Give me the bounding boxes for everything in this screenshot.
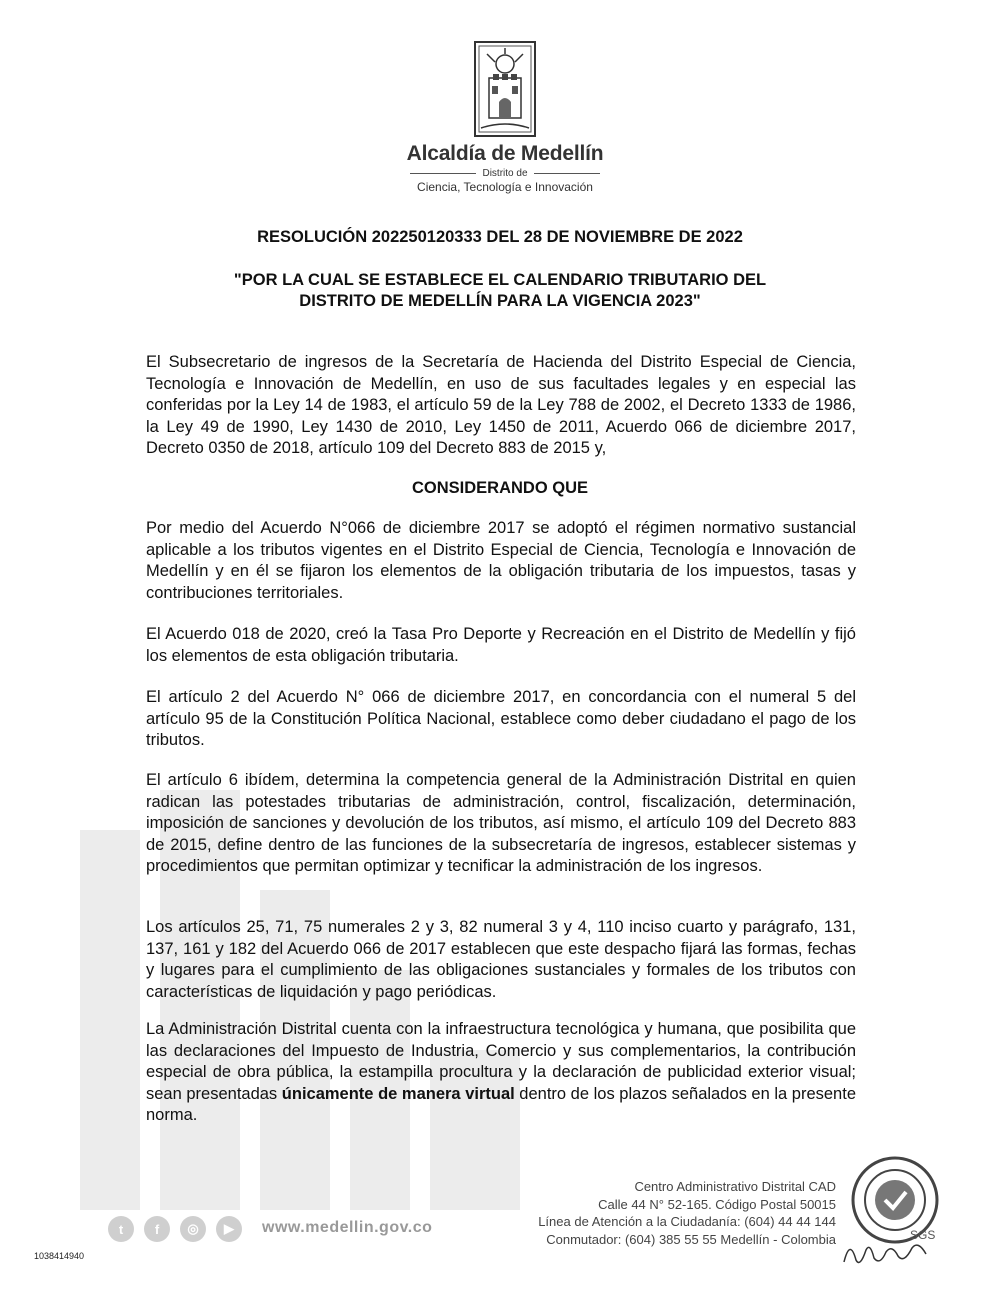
website-link[interactable]: www.medellin.gov.co: [262, 1219, 433, 1236]
subtitle-line-1: "POR LA CUAL SE ESTABLECE EL CALENDARIO TRIBUTARIO DEL: [233, 271, 767, 289]
instagram-icon[interactable]: ◎: [180, 1216, 206, 1242]
resolution-subtitle: [150, 270, 850, 312]
facebook-icon[interactable]: f: [144, 1216, 170, 1242]
social-icons: [108, 1216, 242, 1242]
address-line-3: Línea de Atención a la Ciudadanía: (604) 44 44 144: [538, 1214, 836, 1229]
footer-address: [538, 1178, 836, 1248]
handwritten-signature-icon: [840, 1232, 930, 1272]
paragraph-5: Los artículos 25, 71, 75 numerales 2 y 3, 82 numeral 3 y 4, 110 inciso cuarto y parágrafo, 131, 137, 161 y 182 del Acuerdo 066 de 2017 establecen que este despacho fijará las formas, fechas y lugares para el cumplimiento de las obligaciones sustanciales y formales de los tributos con características de liquidación y pago periódicas.: [146, 918, 856, 1001]
resolution-title: RESOLUCIÓN 202250120333 DEL 28 DE NOVIEMBRE DE 2022: [257, 228, 743, 246]
entity-name: Alcaldía de Medellín: [406, 142, 604, 165]
district-label-row: [380, 168, 630, 179]
paragraph-6-bold: únicamente de manera virtual: [281, 1084, 515, 1103]
address-line-4: Conmutador: (604) 385 55 55 Medellín - Colombia: [546, 1231, 836, 1247]
document-id: 1038414940: [34, 1251, 85, 1261]
paragraph-6-start: La Administración Distrital cuenta con la infraestructura tecnológica y humana, que posibilita que las declaraciones del Impuesto de Industria, Comercio y sus complementarios, la contribución especial de obra pública, la estampilla procultura y la declaración de publicidad exterior visual; sean presentadas: [146, 1020, 856, 1103]
district-full-name: Ciencia, Tecnología e Innovación: [417, 180, 593, 194]
divider-right: [534, 173, 600, 174]
medellin-coat-of-arms-icon: [473, 40, 537, 138]
district-label: Distrito de: [482, 168, 528, 179]
address-line-1: Centro Administrativo Distrital CAD: [634, 1179, 836, 1194]
sgs-label: SGS: [910, 1228, 936, 1242]
subtitle-line-2: DISTRITO DE MEDELLÍN PARA LA VIGENCIA 2023": [299, 292, 701, 310]
twitter-icon[interactable]: t: [108, 1216, 134, 1242]
considerando-heading: CONSIDERANDO QUE: [411, 479, 588, 497]
paragraph-4: El artículo 6 ibídem, determina la competencia general de la Administración Distrital en quien radican las potestades tributarias de administración, control, fiscalización, determinación, imposición de sanciones y devolución de los tributos, así mismo, el artículo 109 del Decreto 883 de 2015, define dentro de las funciones de la subsecretaría de ingresos, establecer sistemas y procedimientos que permitan optimizar y tecnificar la administración de los ingresos.: [146, 771, 856, 875]
paragraph-1: Por medio del Acuerdo N°066 de diciembre 2017 se adoptó el régimen normativo sustancial aplicable a los tributos vigentes en el Distrito Especial de Ciencia, Tecnología e Innovación de Medellín y en él se fijaron los elementos de la obligación tributaria de los impuestos, tasas y contribuciones territoriales.: [146, 519, 856, 602]
paragraph-3: El artículo 2 del Acuerdo N° 066 de diciembre 2017, en concordancia con el numeral 5 del artículo 95 de la Constitución Política Nacional, establece como deber ciudadano el pago de los tributos.: [146, 688, 856, 749]
paragraph-6-end: dentro de los plazos señalados en la presente norma.: [146, 1084, 856, 1124]
youtube-icon[interactable]: ▶: [216, 1216, 242, 1242]
intro-paragraph: El Subsecretario de ingresos de la Secretaría de Hacienda del Distrito Especial de Ciencia, Tecnología e Innovación de Medellín, en uso de sus facultades legales y en especial las conferidas por la Ley 14 de 1983, el artículo 59 de la Ley 788 de 2002, el Decreto 1333 de 1986, la Ley 49 de 1990, Ley 1430 de 2010, Ley 1450 de 2011, Acuerdo 066 de diciembre 2017, Decreto 0350 de 2018, artículo 109 del Decreto 883 de 2015 y,: [146, 353, 856, 457]
divider-left: [410, 173, 476, 174]
paragraph-6: [146, 1019, 856, 1127]
paragraph-2: El Acuerdo 018 de 2020, creó la Tasa Pro Deporte y Recreación en el Distrito de Medellín y fijó los elementos de esta obligación tributaria.: [146, 625, 856, 665]
letterhead: [380, 40, 630, 194]
address-line-2: Calle 44 N° 52-165. Código Postal 50015: [598, 1196, 836, 1212]
